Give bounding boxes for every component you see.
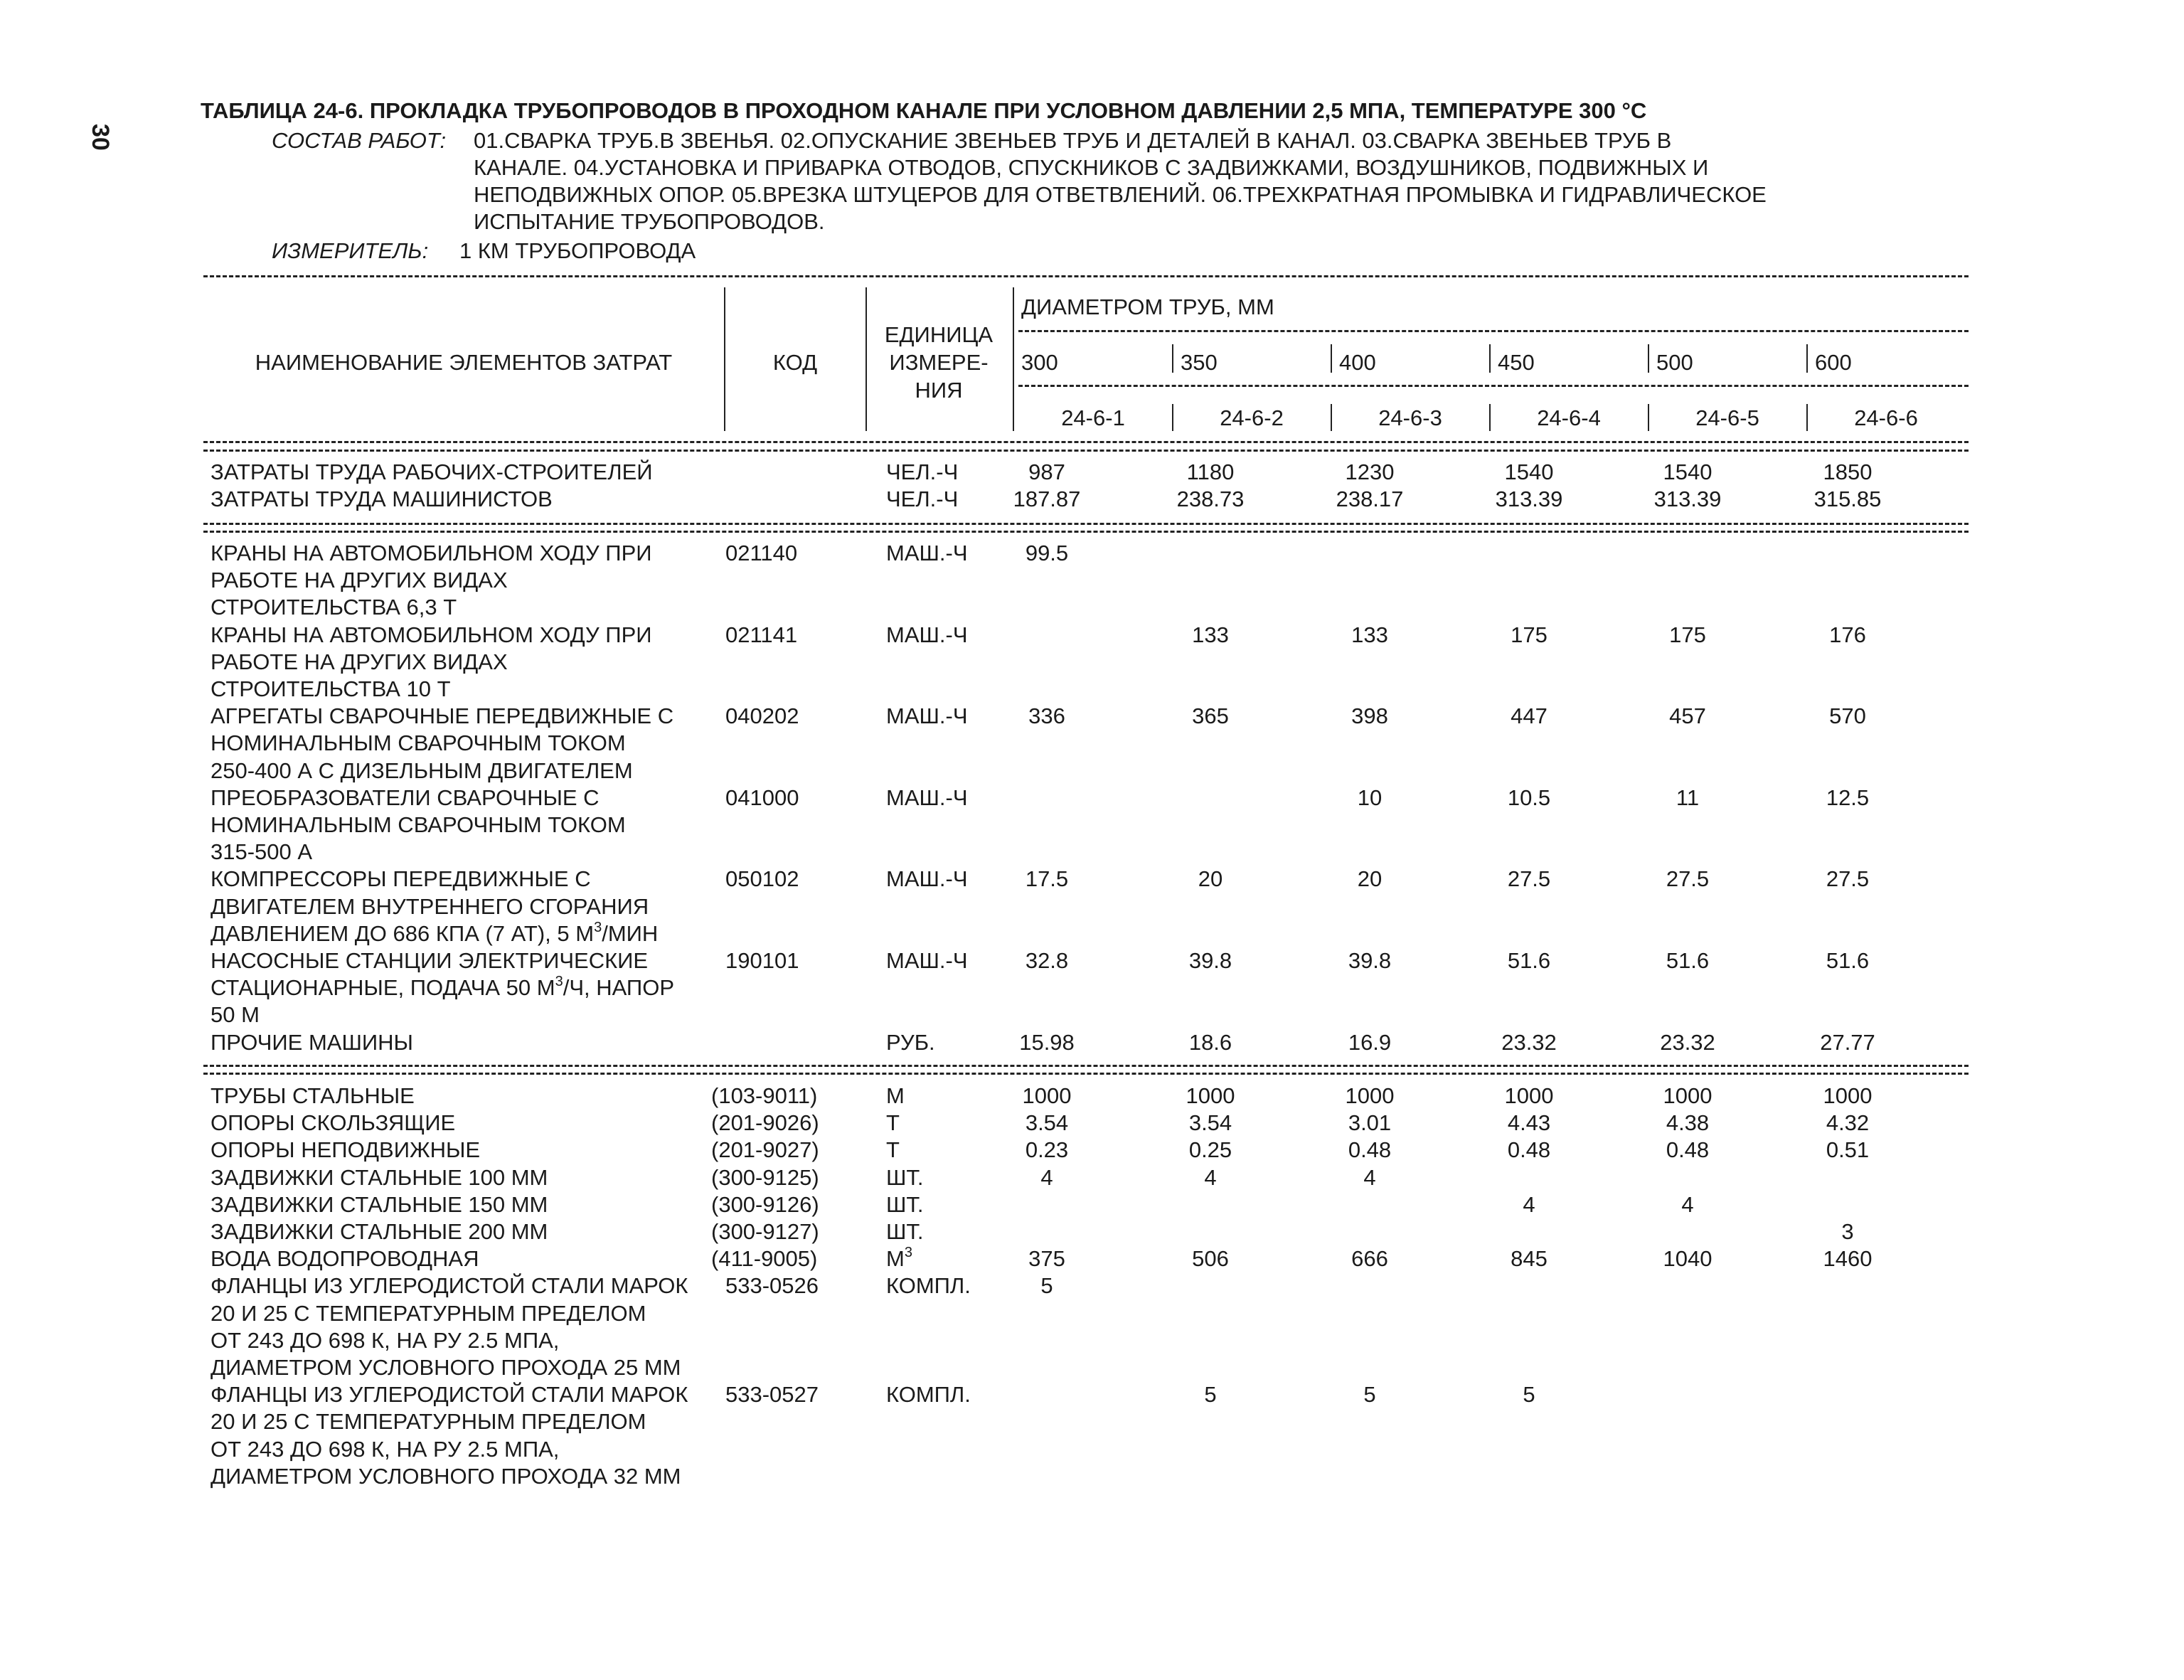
rule-header-inner	[1018, 385, 1969, 387]
rule-section	[203, 1073, 1969, 1075]
row-name: СТРОИТЕЛЬСТВА 10 Т	[211, 676, 451, 701]
rule-top	[203, 275, 1969, 277]
row-name: РАБОТЕ НА ДРУГИХ ВИДАХ	[211, 568, 508, 592]
row-unit: Т	[886, 1137, 900, 1162]
row-value: 1460	[1823, 1246, 1873, 1271]
row-value: 51.6	[1826, 948, 1870, 973]
row-name: ЗАДВИЖКИ СТАЛЬНЫЕ 150 ММ	[211, 1192, 548, 1217]
row-value: 238.73	[1176, 487, 1245, 511]
row-value: 5	[1204, 1382, 1217, 1407]
row-code: (300-9127)	[711, 1219, 819, 1244]
header-divider	[1172, 404, 1173, 431]
row-value: 175	[1511, 622, 1548, 647]
row-value: 0.48	[1348, 1137, 1392, 1162]
row-name: КРАНЫ НА АВТОМОБИЛЬНОМ ХОДУ ПРИ	[211, 622, 652, 647]
row-value: 18.6	[1188, 1030, 1232, 1055]
page-number: 30	[87, 124, 114, 151]
row-name: КОМПРЕССОРЫ ПЕРЕДВИЖНЫЕ С	[211, 866, 591, 891]
row-code: (300-9126)	[711, 1192, 819, 1217]
row-name: ЗАТРАТЫ ТРУДА РАБОЧИХ-СТРОИТЕЛЕЙ	[211, 459, 653, 484]
rule-section	[203, 531, 1969, 533]
row-name: ПРЕОБРАЗОВАТЕЛИ СВАРОЧНЫЕ С	[211, 785, 600, 810]
header-norm-code: 24-6-2	[1220, 405, 1284, 430]
header-norm-code: 24-6-1	[1061, 405, 1125, 430]
row-value: 20	[1357, 866, 1383, 891]
header-diameter: ДИАМЕТРОМ ТРУБ, ММ	[1021, 294, 1274, 319]
row-code: (103-9011)	[711, 1083, 818, 1108]
row-value: 12.5	[1826, 785, 1870, 810]
row-value: 987	[1028, 459, 1065, 484]
header-divider	[1489, 344, 1491, 373]
header-diameter-value: 500	[1656, 350, 1693, 375]
row-value: 3.54	[1188, 1110, 1232, 1135]
row-value: 1540	[1663, 459, 1712, 484]
row-value: 1540	[1504, 459, 1554, 484]
rule-section	[203, 1065, 1969, 1067]
header-divider	[1806, 404, 1808, 431]
row-value: 187.87	[1013, 487, 1081, 511]
row-unit: Т	[886, 1110, 900, 1135]
row-value: 1000	[1823, 1083, 1873, 1108]
row-value: 1040	[1663, 1246, 1712, 1271]
row-value: 4	[1204, 1165, 1217, 1190]
row-value: 4.43	[1507, 1110, 1551, 1135]
row-value: 1000	[1504, 1083, 1554, 1108]
header-diameter-value: 300	[1021, 350, 1058, 375]
row-value: 32.8	[1025, 948, 1069, 973]
row-value: 375	[1028, 1246, 1065, 1271]
row-value: 51.6	[1666, 948, 1710, 973]
row-unit: ШТ.	[886, 1219, 924, 1244]
header-divider	[1331, 404, 1332, 431]
row-value: 365	[1192, 703, 1229, 728]
row-value: 4	[1681, 1192, 1694, 1217]
row-value: 1850	[1823, 459, 1873, 484]
row-unit: МАШ.-Ч	[886, 622, 968, 647]
header-unit: НИЯ	[915, 378, 963, 403]
work-label: СОСТАВ РАБОТ:	[272, 128, 447, 153]
header-divider	[1648, 404, 1649, 431]
row-value: 336	[1028, 703, 1065, 728]
row-name: СТРОИТЕЛЬСТВА 6,3 Т	[211, 595, 457, 620]
header-diameter-value: 400	[1339, 350, 1376, 375]
row-unit: ШТ.	[886, 1165, 924, 1190]
header-divider	[1489, 404, 1491, 431]
row-value: 133	[1192, 622, 1229, 647]
row-value: 39.8	[1188, 948, 1232, 973]
row-name: ПРОЧИЕ МАШИНЫ	[211, 1030, 413, 1055]
row-value: 447	[1511, 703, 1548, 728]
header-divider	[1013, 287, 1014, 431]
row-name: АГРЕГАТЫ СВАРОЧНЫЕ ПЕРЕДВИЖНЫЕ С	[211, 703, 674, 728]
row-unit: КОМПЛ.	[886, 1382, 971, 1407]
row-unit: МАШ.-Ч	[886, 866, 968, 891]
row-value: 315.85	[1813, 487, 1882, 511]
row-name: ОПОРЫ НЕПОДВИЖНЫЕ	[211, 1137, 481, 1162]
row-name: ЗАТРАТЫ ТРУДА МАШИНИСТОВ	[211, 487, 553, 511]
row-name: ТРУБЫ СТАЛЬНЫЕ	[211, 1083, 415, 1108]
header-divider	[865, 287, 867, 431]
header-divider	[1172, 344, 1173, 373]
row-value: 5	[1523, 1382, 1535, 1407]
row-value: 10.5	[1507, 785, 1551, 810]
row-code: 021141	[725, 622, 798, 647]
row-unit: ШТ.	[886, 1192, 924, 1217]
row-name: 250-400 А С ДИЗЕЛЬНЫМ ДВИГАТЕЛЕМ	[211, 758, 633, 783]
row-value: 1000	[1022, 1083, 1072, 1108]
header-norm-code: 24-6-5	[1695, 405, 1759, 430]
header-diameter-value: 600	[1815, 350, 1852, 375]
header-unit: ИЗМЕРЕ-	[889, 350, 989, 375]
row-unit: ЧЕЛ.-Ч	[886, 487, 959, 511]
row-unit: М	[886, 1083, 905, 1108]
row-name: ОТ 243 ДО 698 К, НА РУ 2.5 МПА,	[211, 1437, 560, 1462]
table-title: ТАБЛИЦА 24-6. ПРОКЛАДКА ТРУБОПРОВОДОВ В ПРОХОДНОМ КАНАЛЕ ПРИ УСЛОВНОМ ДАВЛЕНИИ 2,5 МПА, ТЕМПЕРАТУРЕ 300 °С	[201, 98, 1647, 123]
header-code: КОД	[772, 350, 818, 375]
header-norm-code: 24-6-6	[1854, 405, 1918, 430]
row-code: 041000	[725, 785, 799, 810]
row-value: 0.48	[1507, 1137, 1551, 1162]
row-value: 27.5	[1826, 866, 1870, 891]
row-value: 17.5	[1025, 866, 1069, 891]
row-name: ФЛАНЦЫ ИЗ УГЛЕРОДИСТОЙ СТАЛИ МАРОК	[211, 1273, 688, 1298]
row-unit: МАШ.-Ч	[886, 703, 968, 728]
row-value: 238.17	[1336, 487, 1404, 511]
row-unit: МАШ.-Ч	[886, 541, 968, 565]
row-value: 845	[1511, 1246, 1548, 1271]
row-value: 4	[1040, 1165, 1053, 1190]
header-norm-code: 24-6-3	[1378, 405, 1442, 430]
row-unit: КОМПЛ.	[886, 1273, 971, 1298]
row-code: 040202	[725, 703, 799, 728]
row-value: 3.01	[1348, 1110, 1392, 1135]
row-value: 176	[1829, 622, 1866, 647]
meter-value: 1 КМ ТРУБОПРОВОДА	[459, 238, 696, 263]
row-value: 27.5	[1666, 866, 1710, 891]
row-value: 570	[1829, 703, 1866, 728]
row-value: 23.32	[1501, 1030, 1557, 1055]
row-value: 39.8	[1348, 948, 1392, 973]
row-name: НАСОСНЫЕ СТАНЦИИ ЭЛЕКТРИЧЕСКИЕ	[211, 948, 649, 973]
row-value: 0.48	[1666, 1137, 1710, 1162]
row-name: ОПОРЫ СКОЛЬЗЯЩИЕ	[211, 1110, 456, 1135]
row-value: 313.39	[1495, 487, 1563, 511]
row-value: 398	[1351, 703, 1388, 728]
row-value: 15.98	[1019, 1030, 1075, 1055]
row-value: 1180	[1186, 459, 1235, 484]
work-line: НЕПОДВИЖНЫХ ОПОР. 05.ВРЕЗКА ШТУЦЕРОВ ДЛЯ ОТВЕТВЛЕНИЙ. 06.ТРЕХКРАТНАЯ ПРОМЫВКА И ГИДРАВЛИЧЕСКОЕ	[474, 182, 1767, 207]
row-value: 5	[1363, 1382, 1376, 1407]
row-value: 3.54	[1025, 1110, 1069, 1135]
row-code: (411-9005)	[711, 1246, 818, 1271]
row-name: НОМИНАЛЬНЫМ СВАРОЧНЫМ ТОКОМ	[211, 812, 626, 837]
row-value: 3	[1841, 1219, 1854, 1244]
row-value: 20	[1198, 866, 1223, 891]
row-value: 99.5	[1025, 541, 1069, 565]
row-name: ДВИГАТЕЛЕМ ВНУТРЕННЕГО СГОРАНИЯ	[211, 894, 649, 919]
row-name: 20 И 25 С ТЕМПЕРАТУРНЫМ ПРЕДЕЛОМ	[211, 1301, 646, 1326]
row-unit: МАШ.-Ч	[886, 948, 968, 973]
row-value: 27.77	[1820, 1030, 1875, 1055]
row-value: 51.6	[1507, 948, 1551, 973]
row-value: 0.51	[1826, 1137, 1870, 1162]
row-code: 021140	[725, 541, 798, 565]
header-unit: ЕДИНИЦА	[884, 322, 994, 347]
row-value: 1000	[1663, 1083, 1712, 1108]
meter-label: ИЗМЕРИТЕЛЬ:	[272, 238, 429, 263]
row-value: 11	[1676, 785, 1700, 810]
header-divider	[1331, 344, 1332, 373]
work-line: ИСПЫТАНИЕ ТРУБОПРОВОДОВ.	[474, 209, 825, 234]
row-value: 0.23	[1025, 1137, 1069, 1162]
row-value: 10	[1357, 785, 1383, 810]
row-value: 313.39	[1653, 487, 1722, 511]
row-code: (201-9026)	[711, 1110, 819, 1135]
row-value: 4	[1523, 1192, 1535, 1217]
row-name: СТАЦИОНАРНЫЕ, ПОДАЧА 50 $М^3/Ч$, НАПОР	[211, 974, 674, 1000]
work-line: КАНАЛЕ. 04.УСТАНОВКА И ПРИВАРКА ОТВОДОВ, СПУСКНИКОВ С ЗАДВИЖКАМИ, ВОЗДУШНИКОВ, ПОДВИЖНЫХ И	[474, 155, 1709, 180]
row-code: 190101	[725, 948, 799, 973]
row-name: ДИАМЕТРОМ УСЛОВНОГО ПРОХОДА 25 ММ	[211, 1355, 681, 1380]
header-divider	[1648, 344, 1649, 373]
row-value: 1000	[1186, 1083, 1235, 1108]
row-unit: ЧЕЛ.-Ч	[886, 459, 959, 484]
row-name: ОТ 243 ДО 698 К, НА РУ 2.5 МПА,	[211, 1328, 560, 1353]
header-norm-code: 24-6-4	[1537, 405, 1601, 430]
row-unit: $М^3$	[886, 1245, 912, 1271]
row-value: 506	[1192, 1246, 1229, 1271]
row-unit: МАШ.-Ч	[886, 785, 968, 810]
row-value: 23.32	[1660, 1030, 1715, 1055]
work-line: 01.СВАРКА ТРУБ.В ЗВЕНЬЯ. 02.ОПУСКАНИЕ ЗВЕНЬЕВ ТРУБ И ДЕТАЛЕЙ В КАНАЛ. 03.СВАРКА ЗВЕНЬЕВ ТРУБ В	[474, 128, 1672, 153]
row-code: (201-9027)	[711, 1137, 819, 1162]
row-value: 4.38	[1666, 1110, 1710, 1135]
rule-header-inner	[1018, 330, 1969, 332]
row-value: 175	[1669, 622, 1706, 647]
row-value: 5	[1040, 1273, 1053, 1298]
row-name: ДАВЛЕНИЕМ ДО 686 КПА (7 АТ), 5 $М^3$/МИН	[211, 920, 659, 946]
row-value: 0.25	[1188, 1137, 1232, 1162]
row-code: 533-0527	[725, 1382, 819, 1407]
row-value: 4	[1363, 1165, 1376, 1190]
rule-section	[203, 523, 1969, 525]
rule-section	[203, 450, 1969, 452]
row-name: РАБОТЕ НА ДРУГИХ ВИДАХ	[211, 649, 508, 674]
header-diameter-value: 450	[1498, 350, 1535, 375]
header-name: НАИМЕНОВАНИЕ ЭЛЕМЕНТОВ ЗАТРАТ	[255, 350, 673, 375]
row-name: НОМИНАЛЬНЫМ СВАРОЧНЫМ ТОКОМ	[211, 730, 626, 755]
row-value: 133	[1351, 622, 1388, 647]
header-divider	[724, 287, 725, 431]
row-value: 4.32	[1826, 1110, 1870, 1135]
row-code: 050102	[725, 866, 799, 891]
row-name: ФЛАНЦЫ ИЗ УГЛЕРОДИСТОЙ СТАЛИ МАРОК	[211, 1382, 688, 1407]
row-value: 457	[1669, 703, 1706, 728]
row-value: 27.5	[1507, 866, 1551, 891]
row-name: 20 И 25 С ТЕМПЕРАТУРНЫМ ПРЕДЕЛОМ	[211, 1409, 646, 1434]
row-value: 16.9	[1348, 1030, 1392, 1055]
row-code: (300-9125)	[711, 1165, 819, 1190]
row-name: ДИАМЕТРОМ УСЛОВНОГО ПРОХОДА 32 ММ	[211, 1464, 681, 1489]
row-name: ЗАДВИЖКИ СТАЛЬНЫЕ 100 ММ	[211, 1165, 548, 1190]
header-diameter-value: 350	[1181, 350, 1218, 375]
row-value: 1230	[1345, 459, 1395, 484]
header-divider	[1806, 344, 1808, 373]
rule-header-bottom	[203, 441, 1969, 443]
row-code: 533-0526	[725, 1273, 819, 1298]
row-name: ВОДА ВОДОПРОВОДНАЯ	[211, 1246, 479, 1271]
row-name: КРАНЫ НА АВТОМОБИЛЬНОМ ХОДУ ПРИ	[211, 541, 652, 565]
row-unit: РУБ.	[886, 1030, 935, 1055]
row-value: 1000	[1345, 1083, 1395, 1108]
row-name: ЗАДВИЖКИ СТАЛЬНЫЕ 200 ММ	[211, 1219, 548, 1244]
row-value: 666	[1351, 1246, 1388, 1271]
row-name: 50 М	[211, 1002, 260, 1027]
row-name: 315-500 А	[211, 839, 313, 864]
